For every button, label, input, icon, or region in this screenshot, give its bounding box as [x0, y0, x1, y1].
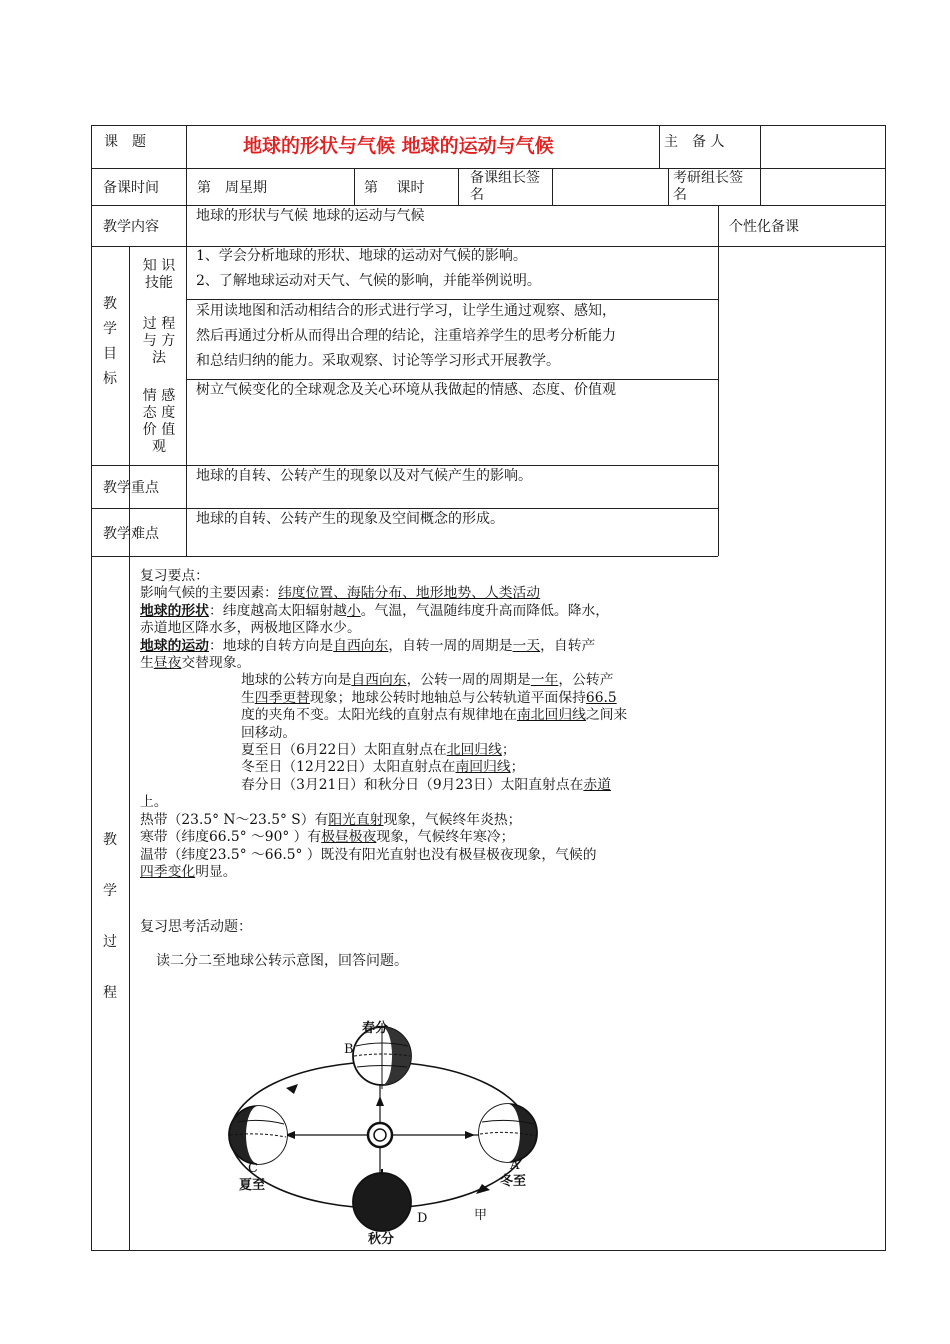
table-rule [552, 168, 553, 205]
label-c: C [248, 1161, 258, 1176]
label-a: A [510, 1158, 520, 1173]
difficulty-text: 地球的自转、公转产生的现象及空间概念的形成。 [196, 511, 504, 527]
earth-autumn-equinox [353, 1169, 411, 1231]
arrow-head [376, 1096, 384, 1106]
sun-icon [368, 1123, 392, 1147]
table-rule [186, 379, 718, 380]
personal-notes-label: 个性化备课 [729, 219, 799, 235]
emotion-text: 树立气候变化的全球观念及关心环境从我做起的情感、态度、价值观 [196, 382, 616, 398]
motion-line-2: 生昼夜交替现象。 [140, 655, 251, 672]
label-jia: 甲 [474, 1208, 488, 1223]
table-rule [760, 168, 761, 205]
table-border-top [91, 125, 886, 126]
tropical-zone-line: 热带（23.5° N～23.5° S）有阳光直射现象，气候终年炎热； [140, 811, 522, 828]
group-leader-label: 备课组长签名 [470, 170, 540, 203]
table-border-bottom [91, 1250, 886, 1251]
frigid-zone-line: 寒带（纬度66.5° ～90° ）有极昼极夜现象，气候终年寒冷； [140, 829, 515, 846]
equinox-line: 春分日（3月21日）和秋分日（9月23日）太阳直射点在赤道 [241, 776, 611, 793]
temperate-zone-line-2: 四季变化明显。 [140, 863, 237, 880]
orbit-arrow [286, 1084, 298, 1094]
process-line-1: 采用读地图和活动相结合的形式进行学习，让学生通过观察、感知， [196, 303, 616, 319]
table-border-right [885, 125, 886, 1250]
label-summer-solstice: 夏至 [239, 1178, 266, 1193]
content-text: 地球的形状与气候 地球的运动与气候 [196, 208, 425, 224]
period-label: 第 课时 [364, 180, 425, 196]
process-label: 教学过程 [103, 832, 117, 1001]
difficulty-label: 教学难点 [103, 526, 159, 542]
review-title: 复习要点： [140, 568, 209, 584]
table-rule [129, 246, 130, 1250]
table-rule [718, 205, 719, 556]
revolution-line-3: 度的夹角不变。太阳光线的直射点有规律地在南北回归线之间来 [241, 707, 628, 724]
table-rule [91, 205, 886, 206]
label-b: B [344, 1042, 354, 1057]
label-d: D [417, 1211, 428, 1226]
page-title: 地球的形状与气候 地球的运动与气候 [243, 135, 554, 157]
focus-text: 地球的自转、公转产生的现象以及对气候产生的影响。 [196, 468, 532, 484]
table-rule [659, 125, 660, 168]
table-rule [186, 299, 718, 300]
arrow-head [465, 1131, 475, 1139]
table-rule [760, 125, 761, 168]
revolution-line-4: 回移动。 [241, 724, 297, 741]
summer-solstice-line: 夏至日（6月22日）太阳直射点在北回归线； [241, 742, 516, 759]
label-autumn-equinox: 秋分 [368, 1232, 395, 1247]
shape-line-2: 赤道地区降水多，两极地区降水少。 [140, 620, 361, 637]
label-spring-equinox: 春分 [362, 1021, 389, 1036]
goals-label: 教学目标 [103, 296, 117, 387]
motion-line: 地球的运动：地球的自转方向是自西向东，自转一周的周期是一天，自转产 [140, 637, 596, 654]
research-leader-label: 考研组长签名 [673, 170, 743, 203]
table-rule [668, 168, 669, 205]
label-winter-solstice: 冬至 [500, 1174, 527, 1189]
process-line-3: 和总结归纳的能力。采取观察、讨论等学习形式开展教学。 [196, 353, 560, 369]
knowledge-line-1: 1、学会分析地球的形状、地球的运动对气候的影响。 [196, 248, 527, 264]
earth-summer-solstice [229, 1106, 287, 1164]
week-label: 第 周星期 [197, 180, 267, 196]
table-rule [91, 556, 718, 557]
table-rule [91, 168, 886, 169]
knowledge-line-2: 2、了解地球运动对天气、气候的影响，并能举例说明。 [196, 273, 541, 289]
temperate-zone-line: 温带（纬度23.5° ～66.5° ）既没有阳光直射也没有极昼极夜现象，气候的 [140, 846, 597, 863]
factors-line: 影响气候的主要因素：纬度位置、海陆分布、地形地势、人类活动 [140, 585, 541, 602]
topic-label: 课 题 [104, 134, 146, 150]
table-rule [354, 168, 355, 205]
shape-line: 地球的形状：纬度越高太阳辐射越小。气温，气温随纬度升高而降低。降水， [140, 602, 610, 619]
focus-label: 教学重点 [103, 480, 159, 496]
revolution-line-2: 生四季更替现象；地球公转时地轴总与公转轨道平面保持66.5 [241, 689, 617, 706]
earth-orbit-diagram [210, 1012, 560, 1248]
equinox-line-2: 上。 [140, 794, 168, 811]
preparer-label: 主 备 人 [664, 134, 725, 150]
process-line-2: 然后再通过分析从而得出合理的结论，注重培养学生的思考分析能力 [196, 328, 616, 344]
knowledge-label: 知 识技能 [142, 258, 176, 291]
table-rule [458, 168, 459, 205]
activity-title: 复习思考活动题： [140, 919, 252, 935]
table-rule [186, 125, 187, 246]
earth-winter-solstice [479, 1104, 537, 1162]
emotion-label: 情 感态 度价 值观 [142, 388, 176, 455]
review-points [140, 568, 712, 881]
table-rule [186, 246, 187, 556]
diagram-instruction: 读二分二至地球公转示意图，回答问题。 [156, 953, 408, 969]
revolution-line: 地球的公转方向是自西向东，公转一周的周期是一年，公转产 [241, 672, 614, 689]
content-label: 教学内容 [103, 219, 159, 235]
prep-time-label: 备课时间 [103, 180, 159, 196]
table-border-left [91, 125, 92, 1250]
winter-solstice-line: 冬至日（12月22日）太阳直射点在南回归线； [241, 759, 525, 776]
process-method-label: 过 程与 方法 [142, 316, 176, 366]
